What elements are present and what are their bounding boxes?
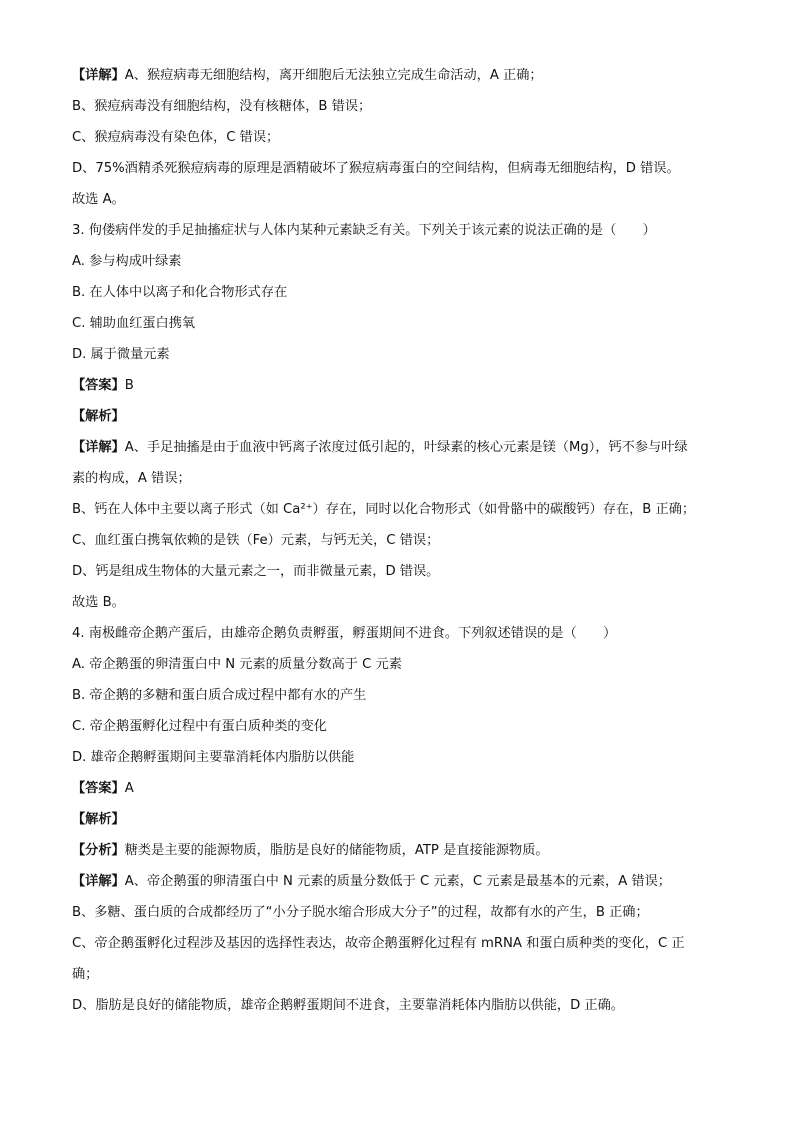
line-text: A. 参与构成叶绿素 xyxy=(72,254,182,269)
text-line xyxy=(72,959,732,990)
answer-line xyxy=(72,773,732,804)
line-text: C、血红蛋白携氧依赖的是铁（Fe）元素，与钙无关，C 错误； xyxy=(72,533,440,548)
text-line xyxy=(72,587,732,618)
analysis-heading xyxy=(72,804,732,835)
line-text: B、猴痘病毒没有细胞结构，没有核糖体，B 错误； xyxy=(72,99,372,114)
option-line xyxy=(72,339,732,370)
line-text: B. 帝企鹅的多糖和蛋白质合成过程中都有水的产生 xyxy=(72,688,367,703)
line-text: C、猴痘病毒没有染色体，C 错误； xyxy=(72,130,280,145)
text-line xyxy=(72,525,732,556)
line-text: B xyxy=(124,378,134,393)
text-line xyxy=(72,835,732,866)
text-line xyxy=(72,60,732,91)
line-text: A、帝企鹅蛋的卵清蛋白中 N 元素的质量分数低于 C 元素，C 元素是最基本的元素，A 错误； xyxy=(124,874,671,889)
line-text: 素的构成，A 错误； xyxy=(72,471,191,486)
line-text: D. 属于微量元素 xyxy=(72,347,170,362)
line-text: 故选 B。 xyxy=(72,595,125,610)
line-text: A. 帝企鹅蛋的卵清蛋白中 N 元素的质量分数高于 C 元素 xyxy=(72,657,402,672)
section-tag: 【分析】 xyxy=(72,843,125,858)
line-text: D、钙是组成生物体的大量元素之一，而非微量元素，D 错误。 xyxy=(72,564,440,579)
text-line xyxy=(72,866,732,897)
section-tag: 【答案】 xyxy=(72,378,125,393)
text-line xyxy=(72,928,732,959)
line-text: C. 辅助血红蛋白携氧 xyxy=(72,316,196,331)
text-line xyxy=(72,556,732,587)
text-line xyxy=(72,184,732,215)
option-line xyxy=(72,308,732,339)
text-line xyxy=(72,494,732,525)
line-text: 故选 A。 xyxy=(72,192,125,207)
section-tag: 【答案】 xyxy=(72,781,125,796)
question-stem xyxy=(72,215,732,246)
line-text: D、脂肪是良好的储能物质，雄帝企鹅孵蛋期间不进食，主要靠消耗体内脂肪以供能，D 正确。 xyxy=(72,998,624,1013)
line-text: A xyxy=(124,781,134,796)
text-line xyxy=(72,990,732,1021)
line-text: 确； xyxy=(72,967,99,982)
line-text: C. 帝企鹅蛋孵化过程中有蛋白质种类的变化 xyxy=(72,719,327,734)
line-text: B、多糖、蛋白质的合成都经历了“小分子脱水缩合形成大分子”的过程，故都有水的产生，B 正确； xyxy=(72,905,649,920)
line-text: B、钙在人体中主要以离子形式（如 Ca²⁺）存在，同时以化合物形式（如骨骼中的碳酸钙）存在，B 正确； xyxy=(72,502,696,517)
option-line xyxy=(72,680,732,711)
text-line xyxy=(72,897,732,928)
line-text: D. 雄帝企鹅孵蛋期间主要靠消耗体内脂肪以供能 xyxy=(72,750,355,765)
section-tag: 【详解】 xyxy=(72,68,125,83)
text-line xyxy=(72,122,732,153)
text-line xyxy=(72,153,732,184)
section-tag: 【详解】 xyxy=(72,874,125,889)
section-tag: 【解析】 xyxy=(72,812,125,827)
text-line xyxy=(72,463,732,494)
line-text: A、猴痘病毒无细胞结构，离开细胞后无法独立完成生命活动，A 正确； xyxy=(124,68,543,83)
line-text: B. 在人体中以离子和化合物形式存在 xyxy=(72,285,288,300)
text-line xyxy=(72,91,732,122)
section-tag: 【解析】 xyxy=(72,409,125,424)
line-text: 糖类是主要的能源物质，脂肪是良好的储能物质，ATP 是直接能源物质。 xyxy=(124,843,549,858)
document-page xyxy=(72,60,732,1021)
text-line xyxy=(72,432,732,463)
answer-line xyxy=(72,370,732,401)
option-line xyxy=(72,742,732,773)
option-line xyxy=(72,649,732,680)
line-text: C、帝企鹅蛋孵化过程涉及基因的选择性表达，故帝企鹅蛋孵化过程有 mRNA 和蛋白质种类的变化，C 正 xyxy=(72,936,685,951)
option-line xyxy=(72,277,732,308)
option-line xyxy=(72,246,732,277)
analysis-heading xyxy=(72,401,732,432)
line-text: 3. 佝偻病伴发的手足抽搐症状与人体内某种元素缺乏有关。下列关于该元素的说法正确的是（ ） xyxy=(72,223,656,238)
line-text: D、75%酒精杀死猴痘病毒的原理是酒精破坏了猴痘病毒蛋白的空间结构，但病毒无细胞结构，D 错误。 xyxy=(72,161,680,176)
section-tag: 【详解】 xyxy=(72,440,125,455)
question-stem xyxy=(72,618,732,649)
option-line xyxy=(72,711,732,742)
line-text: 4. 南极雌帝企鹅产蛋后，由雄帝企鹅负责孵蛋，孵蛋期间不进食。下列叙述错误的是（ ） xyxy=(72,626,617,641)
line-text: A、手足抽搐是由于血液中钙离子浓度过低引起的，叶绿素的核心元素是镁（Mg），钙不参与叶绿 xyxy=(124,440,688,455)
